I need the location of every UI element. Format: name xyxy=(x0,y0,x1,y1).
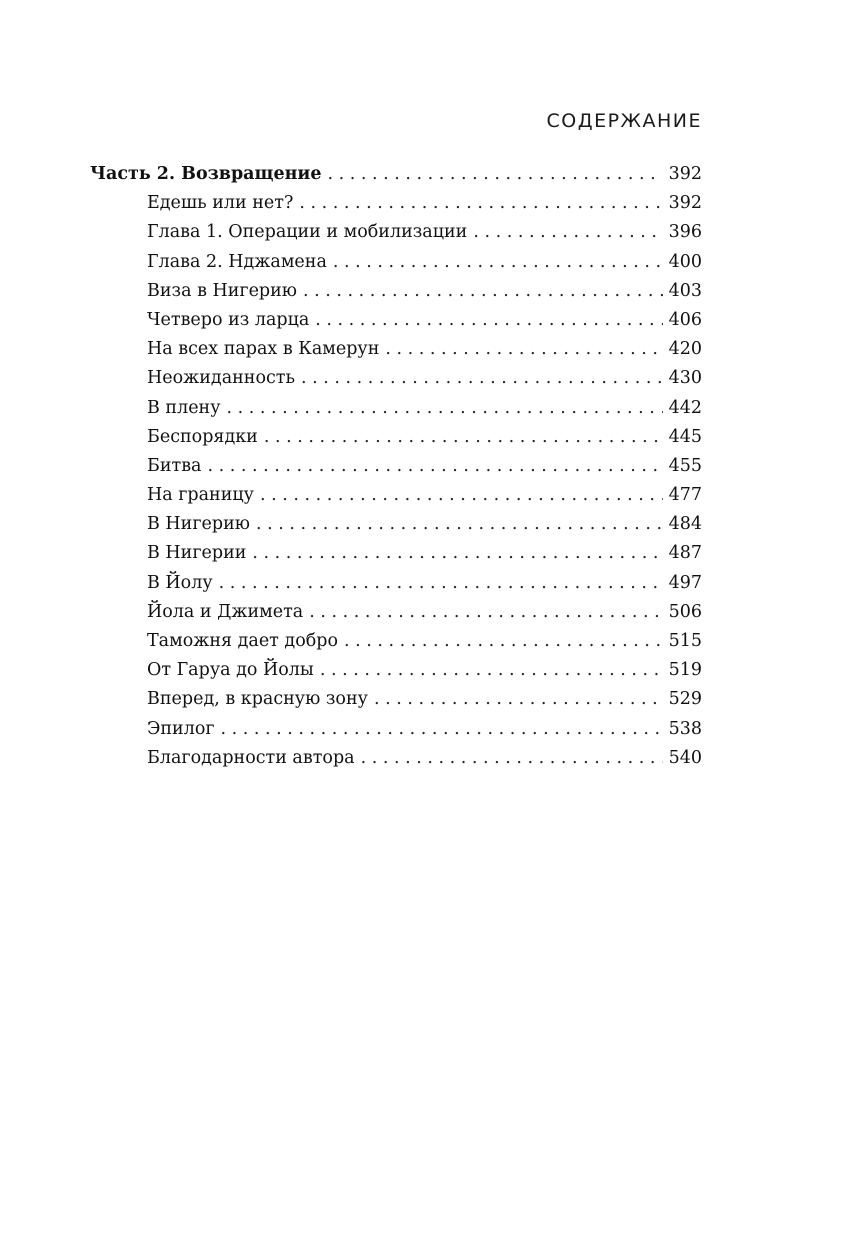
toc-entry-title: Виза в Нигерию xyxy=(147,280,298,301)
toc-entry-title: Четверо из ларца xyxy=(147,309,310,330)
toc-dot-leader xyxy=(344,627,663,656)
toc-entry[interactable] xyxy=(90,364,702,393)
toc-dot-leader xyxy=(309,598,662,627)
toc-entry-title: В Нигерии xyxy=(147,543,247,564)
toc-entry-title: Йола и Джимета xyxy=(147,601,304,622)
toc-dot-leader xyxy=(328,160,663,189)
toc-entry-title: Вперед, в красную зону xyxy=(147,689,368,710)
toc-part-page: 392 xyxy=(668,164,702,184)
toc-entry-title: В плену xyxy=(147,397,221,418)
toc-entry[interactable] xyxy=(90,569,702,598)
toc-entry[interactable] xyxy=(90,189,702,218)
toc-entry-page: 519 xyxy=(668,660,702,681)
toc-entry-page: 515 xyxy=(668,631,702,651)
toc-entry[interactable] xyxy=(90,627,702,656)
toc-entry-page: 445 xyxy=(668,426,702,447)
toc-entry-page: 406 xyxy=(668,309,702,330)
toc-entry-title: Неожиданность xyxy=(147,368,295,389)
toc-entry-page: 506 xyxy=(668,601,702,622)
toc-dot-leader xyxy=(252,539,662,568)
toc-entry-title: Битва xyxy=(147,455,202,476)
toc-entry-title: Эпилог xyxy=(147,718,215,739)
toc-entry-title: Беспорядки xyxy=(147,426,258,447)
toc-entry-page: 540 xyxy=(668,747,702,768)
toc-entry-page: 487 xyxy=(668,543,702,564)
toc-entry-page: 497 xyxy=(668,572,702,593)
toc-entry[interactable] xyxy=(90,685,702,714)
toc-entry-title: В Йолу xyxy=(147,572,213,593)
toc-entry-title: Глава 2. Нджамена xyxy=(147,251,327,272)
toc-entry-page: 455 xyxy=(668,455,702,476)
table-of-contents xyxy=(90,160,702,773)
toc-entry-page: 400 xyxy=(668,251,702,272)
toc-entry[interactable] xyxy=(90,715,702,744)
toc-entry-title: На всех парах в Камерун xyxy=(147,339,380,360)
toc-entry[interactable] xyxy=(90,277,702,306)
toc-dot-leader xyxy=(333,248,663,277)
toc-dot-leader xyxy=(473,218,662,247)
toc-entry[interactable] xyxy=(90,510,702,539)
toc-entry[interactable] xyxy=(90,452,702,481)
toc-entry[interactable] xyxy=(90,394,702,423)
toc-entry-page: 392 xyxy=(668,193,702,214)
toc-entry[interactable] xyxy=(90,481,702,510)
toc-entry-page: 484 xyxy=(668,514,702,535)
toc-entry-title: Благодарности автора xyxy=(147,747,355,768)
toc-part-title: Часть 2. Возвращение xyxy=(90,164,322,184)
toc-entry[interactable] xyxy=(90,598,702,627)
toc-entry[interactable] xyxy=(90,248,702,277)
toc-entry-page: 477 xyxy=(668,485,702,506)
toc-dot-leader xyxy=(301,364,663,393)
toc-dot-leader xyxy=(208,452,663,481)
toc-entry-title: На границу xyxy=(147,485,254,506)
toc-dot-leader xyxy=(219,569,663,598)
toc-dot-leader xyxy=(256,510,663,539)
toc-dot-leader xyxy=(299,189,662,218)
toc-part-row[interactable] xyxy=(90,160,702,189)
toc-entry[interactable] xyxy=(90,744,702,773)
toc-dot-leader xyxy=(264,423,663,452)
page-header: СОДЕРЖАНИЕ xyxy=(546,110,702,132)
toc-entry-title: Едешь или нет? xyxy=(147,193,294,214)
toc-dot-leader xyxy=(303,277,663,306)
toc-dot-leader xyxy=(221,715,663,744)
toc-entry-page: 403 xyxy=(668,280,702,301)
toc-dot-leader xyxy=(374,685,663,714)
toc-entry-page: 529 xyxy=(668,689,702,710)
toc-entry-title: В Нигерию xyxy=(147,514,250,535)
toc-entry-page: 420 xyxy=(668,339,702,360)
toc-entry[interactable] xyxy=(90,218,702,247)
toc-dot-leader xyxy=(315,306,662,335)
toc-dot-leader xyxy=(260,481,663,510)
toc-dot-leader xyxy=(320,656,663,685)
toc-entry[interactable] xyxy=(90,656,702,685)
toc-entry-page: 442 xyxy=(668,397,702,418)
toc-entry-title: Глава 1. Операции и мобилизации xyxy=(147,222,468,243)
toc-entry[interactable] xyxy=(90,335,702,364)
toc-entry-page: 430 xyxy=(668,368,702,389)
toc-entry[interactable] xyxy=(90,423,702,452)
toc-entry[interactable] xyxy=(90,306,702,335)
toc-dot-leader xyxy=(361,744,663,773)
toc-entry[interactable] xyxy=(90,539,702,568)
toc-dot-leader xyxy=(227,394,663,423)
toc-entry-page: 538 xyxy=(668,718,702,739)
toc-dot-leader xyxy=(385,335,662,364)
toc-entry-title: Таможня дает добро xyxy=(147,631,339,651)
toc-entry-page: 396 xyxy=(668,222,702,243)
toc-entry-title: От Гаруа до Йолы xyxy=(147,660,314,681)
